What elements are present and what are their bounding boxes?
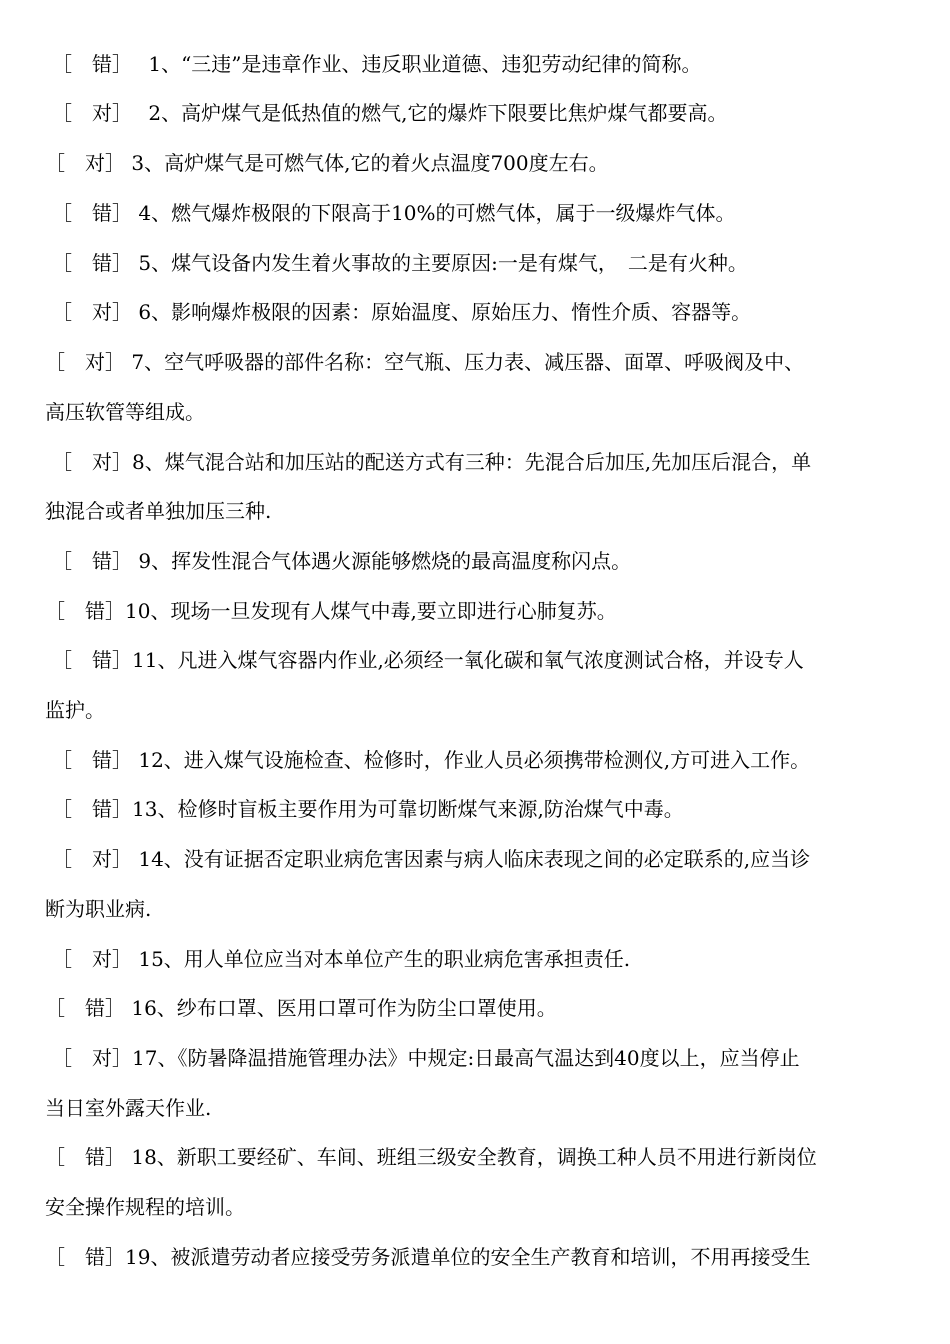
text-line-16: ［ 错］13、检修时盲板主要作用为可靠切断煤气来源,防治煤气中毒。 bbox=[52, 797, 684, 821]
text-line-12: ［ 错］10、现场一旦发现有人煤气中毒,要立即进行心肺复苏。 bbox=[45, 599, 617, 623]
text-line-25: ［ 错］19、被派遣劳动者应接受劳务派遣单位的安全生产教育和培训，不用再接受生 bbox=[45, 1245, 811, 1269]
text-line-19: ［ 对］ 15、用人单位应当对本单位产生的职业病危害承担责任. bbox=[52, 947, 631, 971]
text-line-11: ［ 错］ 9、挥发性混合气体遇火源能够燃烧的最高温度称闪点。 bbox=[52, 549, 632, 573]
text-line-18: 断为职业病. bbox=[45, 897, 152, 921]
text-line-9: ［ 对］8、煤气混合站和加压站的配送方式有三种：先混合后加压,先加压后混合，单 bbox=[52, 450, 812, 474]
text-line-3: ［ 对］ 3、高炉煤气是可燃气体,它的着火点温度700度左右。 bbox=[45, 151, 609, 175]
text-line-8: 高压软管等组成。 bbox=[45, 400, 205, 424]
text-line-15: ［ 错］ 12、进入煤气设施检查、检修时，作业人员必须携带检测仪,方可进入工作。 bbox=[52, 748, 811, 772]
text-line-1: ［ 错］ 1、“三违”是违章作业、违反职业道德、违犯劳动纪律的简称。 bbox=[52, 52, 702, 76]
text-line-6: ［ 对］ 6、影响爆炸极限的因素：原始温度、原始压力、惰性介质、容器等。 bbox=[52, 300, 752, 324]
text-line-23: ［ 错］ 18、新职工要经矿、车间、班组三级安全教育，调换工种人员不用进行新岗位 bbox=[45, 1145, 817, 1169]
text-line-21: ［ 对］17、《防暑降温措施管理办法》中规定:日最高气温达到40度以上，应当停止 bbox=[52, 1046, 800, 1070]
text-line-13: ［ 错］11、凡进入煤气容器内作业,必须经一氧化碳和氧气浓度测试合格，并设专人 bbox=[52, 648, 804, 672]
text-line-2: ［ 对］ 2、高炉煤气是低热值的燃气,它的爆炸下限要比焦炉煤气都要高。 bbox=[52, 101, 728, 125]
text-line-22: 当日室外露天作业. bbox=[45, 1096, 212, 1120]
text-line-24: 安全操作规程的培训。 bbox=[45, 1195, 245, 1219]
text-line-4: ［ 错］ 4、燃气爆炸极限的下限高于10%的可燃气体，属于一级爆炸气体。 bbox=[52, 201, 736, 225]
text-line-7: ［ 对］ 7、空气呼吸器的部件名称：空气瓶、压力表、减压器、面罩、呼吸阀及中、 bbox=[45, 350, 805, 374]
text-line-20: ［ 错］ 16、纱布口罩、医用口罩可作为防尘口罩使用。 bbox=[45, 996, 557, 1020]
text-line-5: ［ 错］ 5、煤气设备内发生着火事故的主要原因:一是有煤气， 二是有火种。 bbox=[52, 251, 748, 275]
text-line-14: 监护。 bbox=[45, 698, 105, 722]
text-line-17: ［ 对］ 14、没有证据否定职业病危害因素与病人临床表现之间的必定联系的,应当诊 bbox=[52, 847, 811, 871]
text-line-10: 独混合或者单独加压三种. bbox=[45, 499, 272, 523]
